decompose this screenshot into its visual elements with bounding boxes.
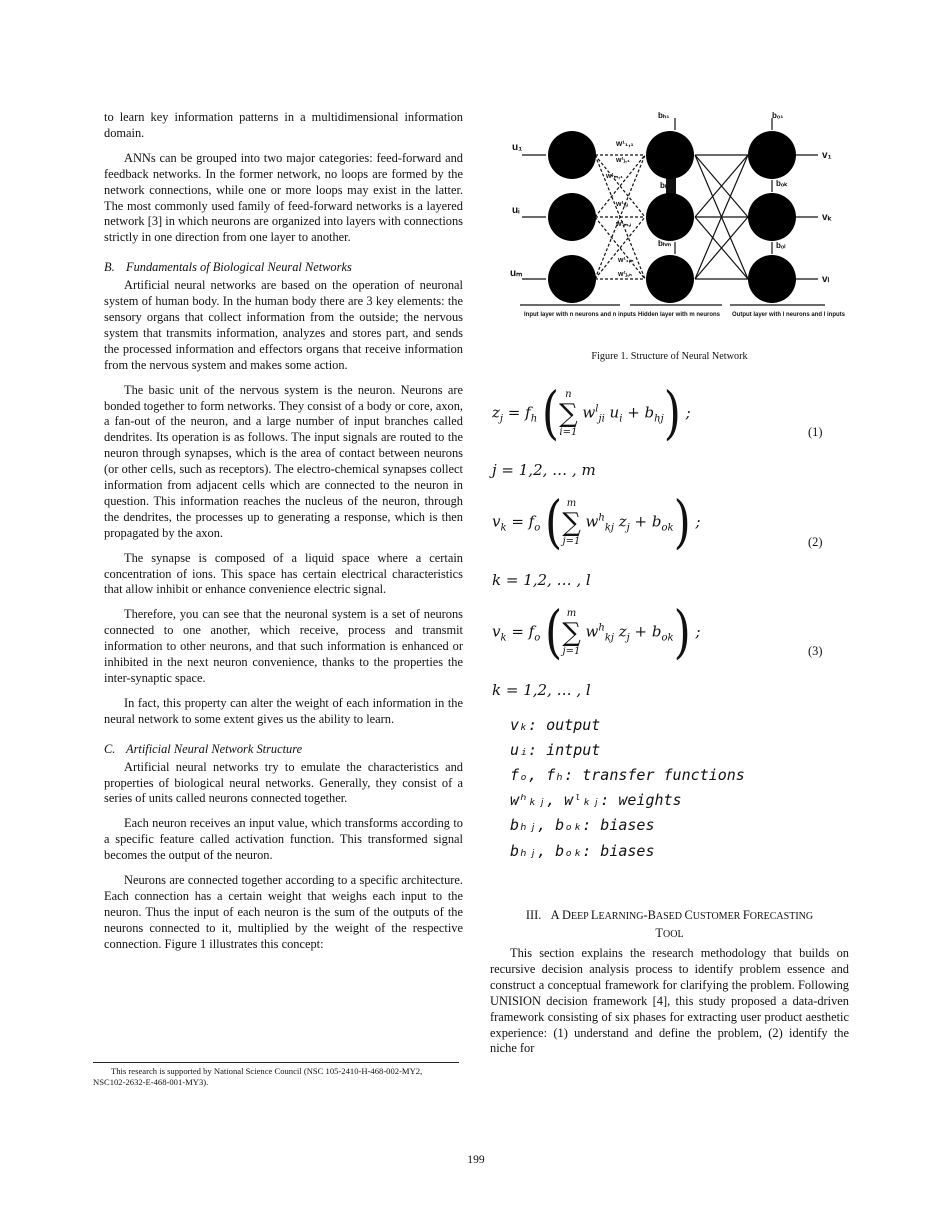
output-neuron	[748, 131, 796, 179]
paragraph: Therefore, you can see that the neuronal system is a set of neurons connected to one another, which receive, process and transmit information to other neurons, and that such information is enhanced or inhibited in the next neuron convenience, thanks to the properties the inter-synaptic space.	[104, 607, 463, 685]
input-label: uₘ	[510, 268, 523, 279]
title-part: EEP	[570, 911, 591, 922]
input-neuron	[548, 193, 596, 241]
layer-label: Hidden layer with m neurons	[638, 312, 721, 318]
paragraph: to learn key information patterns in a multidimensional information domain.	[104, 110, 463, 140]
paragraph: The basic unit of the nervous system is the neuron. Neurons are bonded together to form networks. They consist of a body or core, axon, a fan-out of the neuron, and a large number of input branches called dendrites. Its operation is as follows. The input signals are routed to the neuron through synapses, which is the area of contact between neurons (or other cells, such as receptors). The electro-chemical synapses collect information from adjacent cells which are connected to the neuron in question. This information reaches the nucleus of the neuron, through the dendrites, the processes up to generating a response, which is then propagated by the axon.	[104, 382, 463, 540]
bias-label: bₒ₁	[772, 111, 784, 120]
input-neuron	[548, 131, 596, 179]
title-part: A D	[550, 908, 571, 922]
equation-3-range: k = 1,2, … , l	[492, 681, 591, 699]
legend-item: wʰₖⱼ, wˡₖⱼ: weights	[510, 791, 682, 809]
input-neuron	[548, 255, 596, 303]
output-label: v₁	[822, 150, 832, 161]
paragraph: In fact, this property can alter the weight of each information in the neural network to some extent gives us the ability to learn.	[104, 695, 463, 726]
legend-item: fₒ, fₕ: transfer functions	[510, 766, 745, 784]
bias-label: bₒₗ	[776, 241, 786, 250]
output-neuron	[748, 193, 796, 241]
input-label: u₁	[512, 142, 523, 153]
heading-number: B.	[104, 260, 115, 275]
footnote: This research is supported by National Science Council (NSC 105-2410-H-468-002-MY2, NSC102-2632-E-468-001-MY3).	[93, 1066, 423, 1087]
equation-number: (3)	[808, 644, 823, 658]
footnote-divider	[93, 1062, 459, 1063]
weight-label: w¹ⱼ,ₙ	[618, 271, 632, 278]
title-part: C	[684, 908, 693, 922]
title-part: OOL	[663, 929, 684, 940]
weight-label: w¹ⱼ,₁	[616, 157, 630, 164]
layer-label: Input layer with n neurons and n inputs	[524, 312, 637, 318]
bias-label: bₕₘ	[658, 239, 672, 248]
hidden-neuron	[646, 131, 694, 179]
title-part: EARNING	[598, 911, 644, 922]
section-title-iii	[490, 907, 849, 943]
weight-label: w¹₁,ₙ	[618, 257, 634, 264]
equation-3: $v_k = f_o$ ( m ∑ j=1 $w^h_{kj}$ $z_j + b_{ok}$) ;	[492, 599, 701, 666]
paragraph: Artificial neural networks are based on the operation of neuronal system of human body. In the human body there are 3 key elements: the sensory organs that collect information from the outside; the nervous system that transmits information, analyzes and stores part, and sends the processed information and effectors organs that receive information from the nervous system and makes some action.	[104, 278, 463, 372]
section-heading-b	[104, 260, 463, 276]
weight-label: w¹ₘ,₁	[606, 173, 623, 180]
equation-number: (2)	[808, 535, 823, 549]
equation-2: $v_k = f_o$ ( m ∑ j=1 $w^h_{kj}$ $z_j + b_{ok}$) ;	[492, 489, 701, 556]
weight-label: w¹ⱼ,ᵢ	[616, 201, 628, 208]
figure-neural-network	[500, 110, 860, 340]
legend-item: bₕⱼ, bₒₖ: biases	[510, 842, 655, 860]
paragraph: The synapse is composed of a liquid space where a certain concentration of ions. This space has certain electrical characteristics that allow inhibit or enhance convenience electric signal.	[104, 550, 463, 597]
legend-item: uᵢ: intput	[510, 741, 601, 759]
section-iii-body: This section explains the research methodology that builds on recursive decision analysis process to identify problem essence and construct a conceptual framework for clarifying the problem. Following UNISION decision framework [4], this study proposed a data-driven framework consisting of six phases for extracting user product aesthetic experience: (1) understand and define the problem, (2) identify the niche for	[490, 946, 849, 1056]
legend-item: bₕⱼ, bₒₖ: biases	[510, 816, 655, 834]
neural-network-diagram	[500, 110, 860, 340]
paragraph: Artificial neural networks try to emulate the characteristics and properties of biological neural networks. Generally, they consist of a series of units called neurons connected together.	[104, 759, 463, 806]
hidden-neuron	[646, 255, 694, 303]
title-part: L	[590, 908, 599, 922]
bias-label: bₕⱼ	[660, 181, 670, 190]
weight-label: w¹₁,₁	[616, 139, 634, 148]
equation-number: (1)	[808, 425, 823, 439]
heading-number: C.	[104, 741, 116, 756]
legend-item: vₖ: output	[510, 716, 601, 734]
title-part: ORECASTING	[749, 911, 814, 922]
paragraph: Neurons are connected together according to a specific architecture. Each connection has a certain weight that weighs each input to the neuron. Thus the input of each neuron is the sum of the outputs of the neurons connected to it, multiplied by the weight of the respective connection. Figure 1 illustrates this concept:	[104, 873, 463, 951]
equation-1: $z_j = f_h$ ( n ∑ i=1 $w^l_{ji}$ $u_i + b_{hj}$) ;	[492, 380, 691, 447]
heading-text: Artificial Neural Network Structure	[126, 741, 303, 756]
title-part: USTOMER	[692, 911, 743, 922]
section-number: III.	[525, 908, 542, 922]
bias-label: bₕ₁	[658, 111, 670, 120]
paragraph: Each neuron receives an input value, which transforms according to a specific feature called activation function. This transformed signal becomes the output of the neuron.	[104, 816, 463, 863]
equation-1-range: j = 1,2, … , m	[492, 461, 596, 479]
title-part: ASED	[655, 911, 685, 922]
input-label: uᵢ	[512, 205, 520, 216]
output-neuron	[748, 255, 796, 303]
section-heading-c	[104, 742, 463, 758]
title-part: F	[742, 908, 750, 922]
eq1-func: f	[525, 403, 531, 422]
neurons	[548, 131, 796, 303]
output-label: vₗ	[822, 274, 830, 285]
title-part: -B	[643, 908, 656, 922]
left-column	[104, 110, 463, 962]
title-part: T	[655, 926, 663, 940]
bias-label: bₒₖ	[776, 179, 788, 188]
layer-label: Output layer with l neurons and l inputs	[732, 312, 846, 318]
equation-2-range: k = 1,2, … , l	[492, 571, 591, 589]
output-label: vₖ	[822, 212, 832, 223]
weight-label: w¹ₘ,ᵢ	[616, 221, 632, 228]
eq1-lhs: z	[492, 403, 500, 422]
hidden-neuron	[646, 193, 694, 241]
paragraph: ANNs can be grouped into two major categories: feed-forward and feedback networks. In the former network, no loops are formed by the network connections, while one or more loops may exist in the latter. The most commonly used family of feed-forward networks is a layered network [3] in which neurons are organized into layers with connections strictly in one direction from one layer to another.	[104, 150, 463, 245]
figure-caption: Figure 1. Structure of Neural Network	[591, 351, 748, 362]
page-number: 199	[467, 1153, 485, 1166]
heading-text: Fundamentals of Biological Neural Networks	[126, 260, 352, 275]
